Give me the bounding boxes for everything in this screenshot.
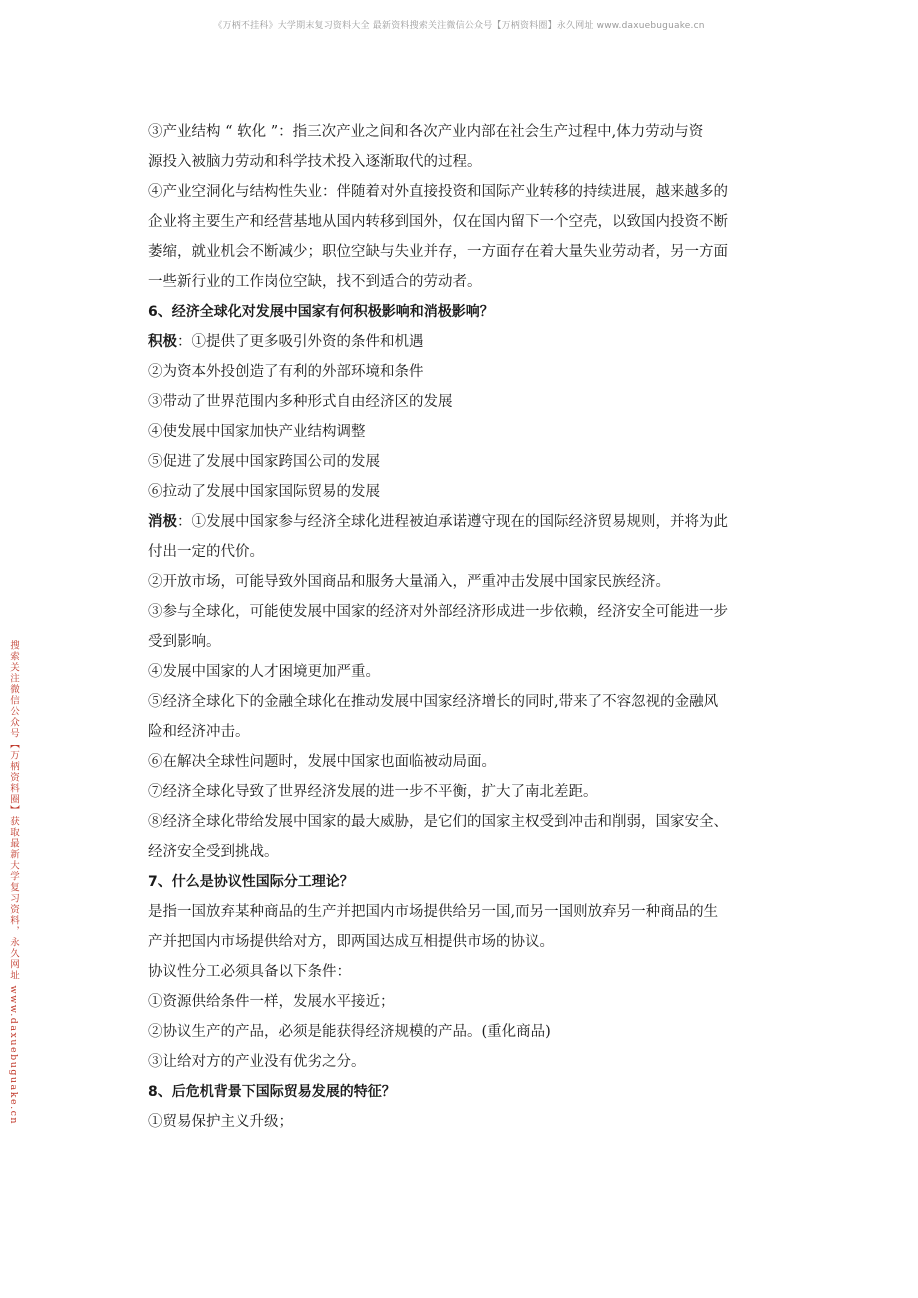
paragraph-line: 企业将主要生产和经营基地从国内转移到国外，仅在国内留下一个空壳，以致国内投资不断 xyxy=(148,214,728,230)
list-item: ⑤经济全球化下的金融全球化在推动发展中国家经济增长的同时,带来了不容忽视的金融风 xyxy=(148,694,719,710)
list-item: ②开放市场，可能导致外国商品和服务大量涌入，严重冲击发展中国家民族经济。 xyxy=(148,574,670,590)
list-item: ①贸易保护主义升级； xyxy=(148,1114,293,1130)
side-watermark: 搜索关注微信公众号【万柄资料圈】获取最新大学复习资料，永久网址 www.daxuebuguake.cn xyxy=(8,640,19,1126)
document-body xyxy=(148,117,776,1137)
list-item: ③带动了世界范围内多种形式自由经济区的发展 xyxy=(148,394,453,410)
paragraph-line: 源投入被脑力劳动和科学技术投入逐渐取代的过程。 xyxy=(148,154,482,170)
list-item: ④发展中国家的人才困境更加严重。 xyxy=(148,664,380,680)
positive-impact-line xyxy=(148,327,776,357)
list-item: ⑥在解决全球性问题时，发展中国家也面临被动局面。 xyxy=(148,754,496,770)
positive-impact-text: ：①提供了更多吸引外资的条件和机遇 xyxy=(177,334,424,350)
section-heading-6: 6、经济全球化对发展中国家有何积极影响和消极影响？ xyxy=(148,304,494,320)
paragraph-line: 险和经济冲击。 xyxy=(148,724,250,740)
paragraph-line: ④产业空洞化与结构性失业：伴随着对外直接投资和国际产业转移的持续进展，越来越多的 xyxy=(148,184,728,200)
list-item: ②为资本外投创造了有利的外部环境和条件 xyxy=(148,364,424,380)
section-heading-7: 7、什么是协议性国际分工理论？ xyxy=(148,874,354,890)
paragraph-line: ③产业结构 “ 软化 ”：指三次产业之间和各次产业内部在社会生产过程中,体力劳动与资 xyxy=(148,124,704,140)
negative-label: 消极 xyxy=(148,514,177,530)
list-item: ⑦经济全球化导致了世界经济发展的进一步不平衡，扩大了南北差距。 xyxy=(148,784,598,800)
positive-label: 积极 xyxy=(148,334,177,350)
list-item: ⑥拉动了发展中国家国际贸易的发展 xyxy=(148,484,380,500)
paragraph-line: 产并把国内市场提供给对方，即两国达成互相提供市场的协议。 xyxy=(148,934,554,950)
list-item: ⑧经济全球化带给发展中国家的最大威胁，是它们的国家主权受到冲击和削弱，国家安全、 xyxy=(148,814,728,830)
section-heading-8: 8、后危机背景下国际贸易发展的特征？ xyxy=(148,1084,396,1100)
page-header-banner: 《万柄不挂科》大学期末复习资料大全 最新资料搜索关注微信公众号【万柄资料圈】永久网址 www.daxuebuguake.cn xyxy=(213,21,705,31)
list-item: ⑤促进了发展中国家跨国公司的发展 xyxy=(148,454,380,470)
paragraph-line: 一些新行业的工作岗位空缺，找不到适合的劳动者。 xyxy=(148,274,482,290)
paragraph-line: 协议性分工必须具备以下条件： xyxy=(148,964,351,980)
paragraph-line: 受到影响。 xyxy=(148,634,221,650)
paragraph-line: 经济安全受到挑战。 xyxy=(148,844,279,860)
negative-impact-line xyxy=(148,507,776,537)
negative-impact-text: ：①发展中国家参与经济全球化进程被迫承诺遵守现在的国际经济贸易规则，并将为此 xyxy=(177,514,728,530)
list-item: ③让给对方的产业没有优劣之分。 xyxy=(148,1054,366,1070)
list-item: ④使发展中国家加快产业结构调整 xyxy=(148,424,366,440)
paragraph-line: 付出一定的代价。 xyxy=(148,544,264,560)
list-item: ①资源供给条件一样，发展水平接近； xyxy=(148,994,395,1010)
list-item: ③参与全球化，可能使发展中国家的经济对外部经济形成进一步依赖，经济安全可能进一步 xyxy=(148,604,728,620)
paragraph-line: 是指一国放弃某种商品的生产并把国内市场提供给另一国,而另一国则放弃另一种商品的生 xyxy=(148,904,719,920)
paragraph-line: 萎缩，就业机会不断减少；职位空缺与失业并存，一方面存在着大量失业劳动者，另一方面 xyxy=(148,244,728,260)
list-item: ②协议生产的产品，必须是能获得经济规模的产品。(重化商品) xyxy=(148,1024,551,1040)
